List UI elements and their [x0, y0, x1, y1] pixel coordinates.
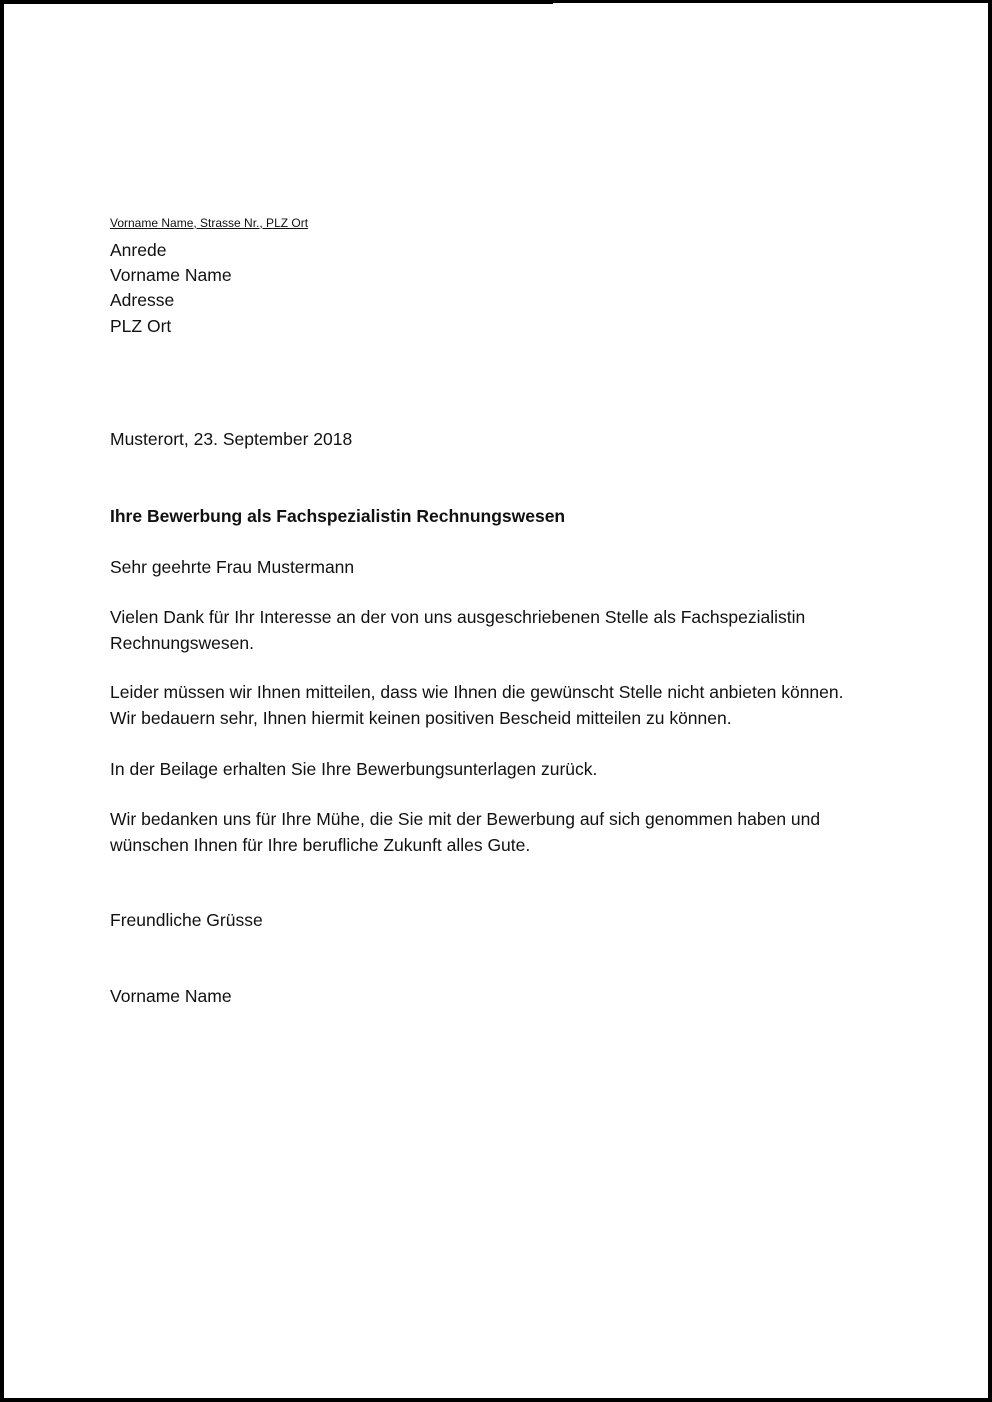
- paragraph-3: [110, 757, 597, 783]
- paragraph-line: Wir bedauern sehr, Ihnen hiermit keinen positiven Bescheid mitteilen zu können.: [110, 707, 732, 728]
- sender-return-address: Vorname Name, Strasse Nr., PLZ Ort: [110, 216, 309, 230]
- paragraph-1: [110, 605, 805, 656]
- paragraph-line: Wir bedanken uns für Ihre Mühe, die Sie mit der Bewerbung auf sich genommen haben und: [110, 809, 821, 829]
- paragraph-line: In der Beilage erhalten Sie Ihre Bewerbungsunterlagen zurück.: [110, 759, 598, 779]
- paragraph-line: wünschen Ihnen für Ihre berufliche Zukunft alles Gute.: [110, 834, 531, 855]
- place-date: Musterort, 23. September 2018: [110, 429, 353, 449]
- recipient-name: Vorname Name: [110, 265, 232, 285]
- letter-greeting: Sehr geehrte Frau Mustermann: [110, 557, 355, 577]
- paragraph-line: Vielen Dank für Ihr Interesse an der von uns ausgeschriebenen Stelle als Fachspezialistin: [110, 607, 806, 627]
- paragraph-line: Rechnungswesen.: [110, 632, 254, 653]
- paragraph-line: Leider müssen wir Ihnen mitteilen, dass wie Ihnen die gewünscht Stelle nicht anbieten können.: [110, 682, 844, 702]
- paragraph-2: [110, 680, 844, 731]
- recipient-city: PLZ Ort: [110, 316, 172, 336]
- letter-subject: Ihre Bewerbung als Fachspezialistin Rechnungswesen: [110, 506, 566, 526]
- letter-closing: Freundliche Grüsse: [110, 910, 263, 930]
- recipient-address: Adresse: [110, 290, 175, 310]
- letter-signature: Vorname Name: [110, 986, 232, 1006]
- page-border-notch: [553, 3, 988, 4]
- paragraph-4: [110, 807, 820, 858]
- recipient-salutation: Anrede: [110, 240, 167, 260]
